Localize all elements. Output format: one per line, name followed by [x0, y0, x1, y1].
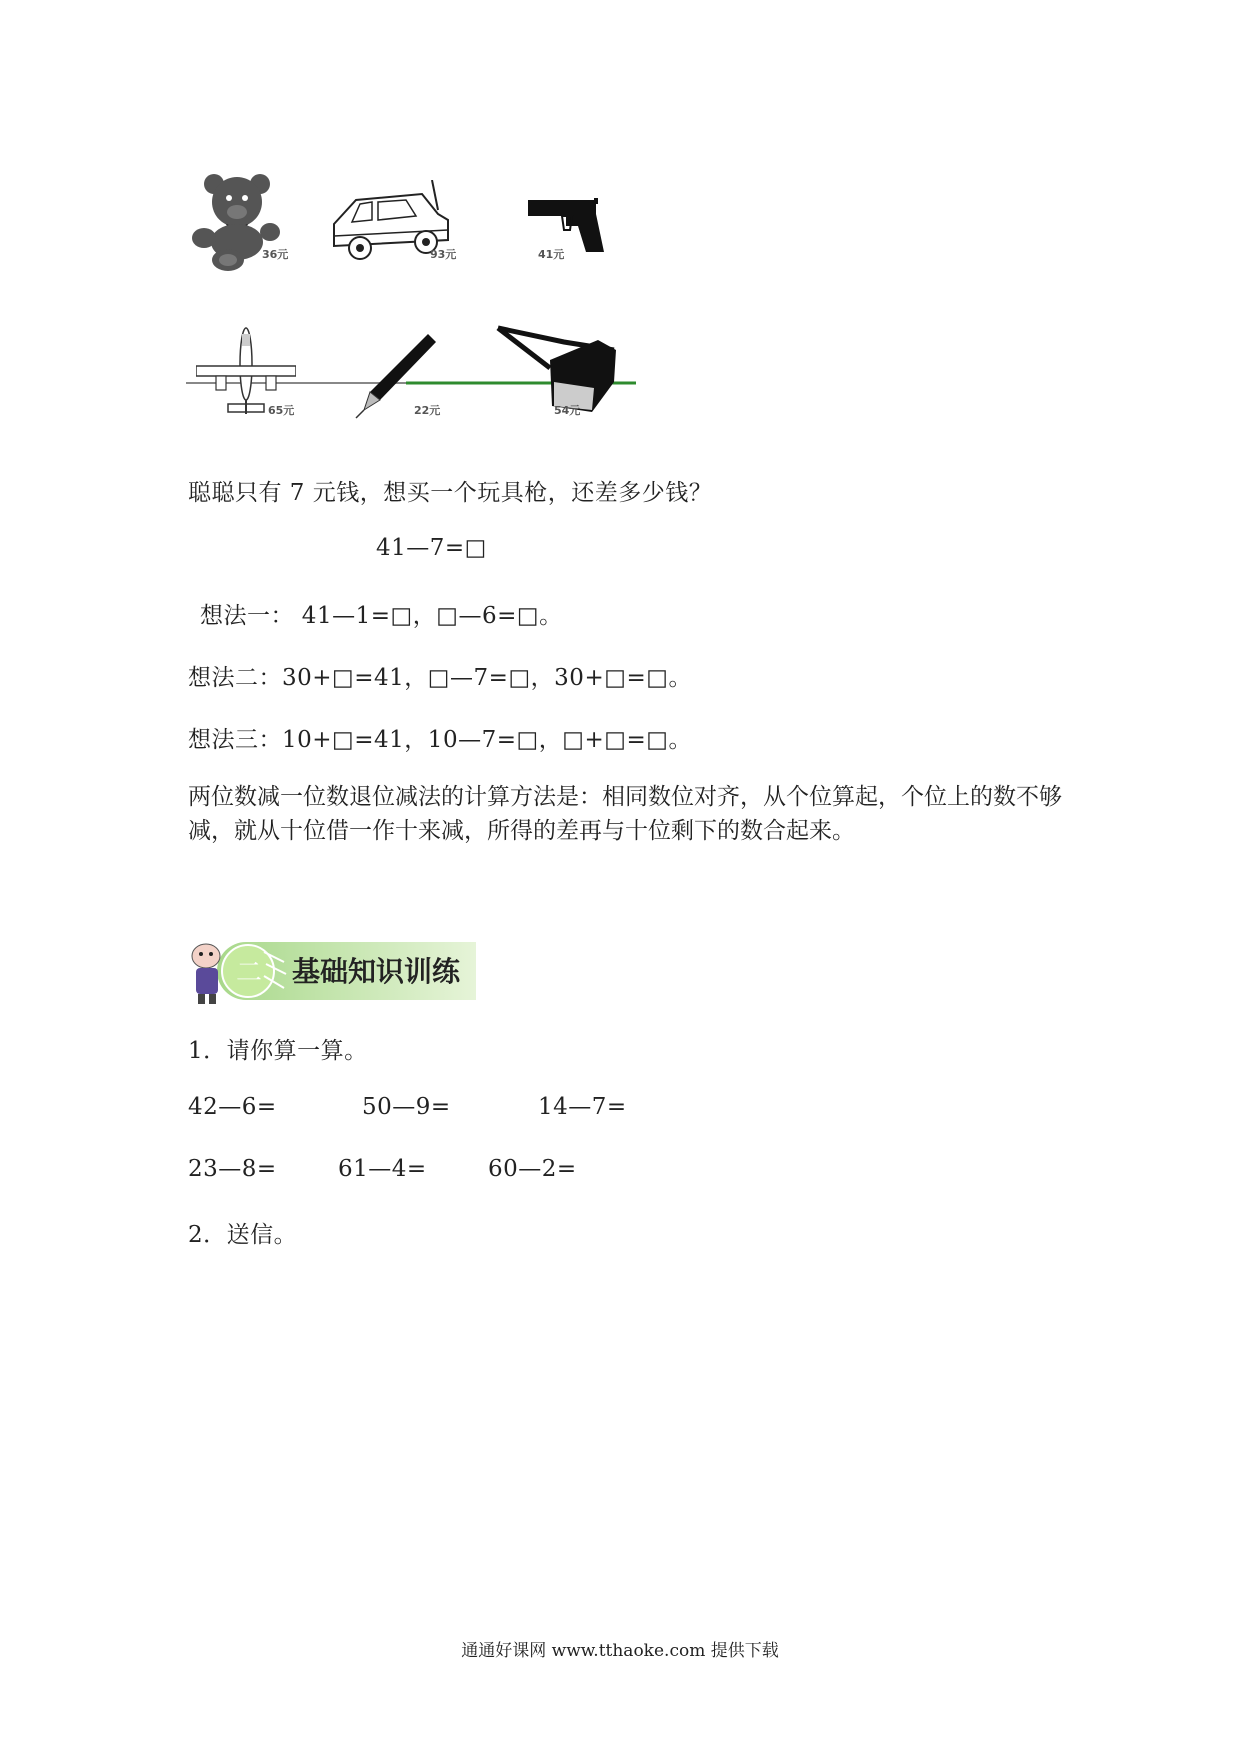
exercise-1-item: 50—9=: [362, 1094, 451, 1120]
rule-paragraph: 两位数减一位数退位减法的计算方法是：相同数位对齐，从个位算起，个位上的数不够减，就从十位借一作十来减，所得的差再与十位剩下的数合起来。: [188, 784, 1062, 844]
bag-price: 54元: [554, 404, 581, 417]
question-text: 聪聪只有 7 元钱，想买一个玩具枪，还差多少钱？: [188, 480, 713, 506]
exercise-1-item: 23—8=: [188, 1156, 277, 1182]
section-banner: [186, 936, 476, 1006]
page-footer: 通通好课网 www.tthaoke.com 提供下载: [461, 1641, 779, 1661]
section-number: 二: [236, 958, 263, 988]
exercise-1-item: 42—6=: [188, 1094, 277, 1120]
airplane-price: 65元: [268, 404, 295, 417]
jeep-price: 93元: [430, 248, 457, 261]
main-equation: 41—7=□: [376, 535, 487, 561]
exercise-2-label: 2．送信。: [188, 1222, 298, 1248]
exercise-1-label: 1．请你算一算。: [188, 1038, 368, 1064]
section-title: 基础知识训练: [292, 955, 461, 988]
exercise-1-item: 61—4=: [338, 1156, 427, 1182]
exercise-1-item: 14—7=: [538, 1094, 627, 1120]
pen-price: 22元: [414, 404, 441, 417]
method-two: 想法二：30+□=41，□—7=□，30+□=□。: [188, 665, 692, 691]
toy-gun-price: 41元: [538, 248, 565, 261]
method-one: 想法一： 41—1=□，□—6=□。: [200, 603, 563, 629]
method-three: 想法三：10+□=41，10—7=□，□+□=□。: [188, 727, 692, 753]
teddy-bear-price: 36元: [262, 248, 289, 261]
exercise-1-item: 60—2=: [488, 1156, 577, 1182]
